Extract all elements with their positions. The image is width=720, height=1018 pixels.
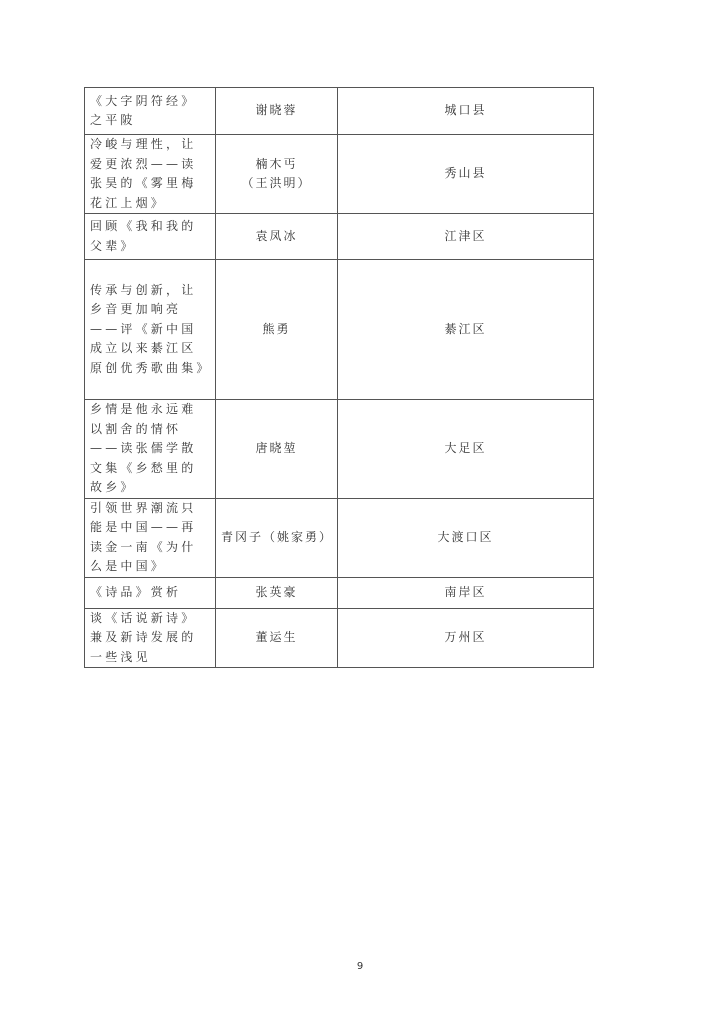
author-cell bbox=[216, 577, 338, 608]
work-title-cell: 谈《话说新诗》兼及新诗发展的一些浅见 bbox=[85, 608, 216, 668]
table-row bbox=[85, 400, 594, 499]
page-number: 9 bbox=[356, 961, 364, 972]
author-cell bbox=[216, 88, 338, 135]
region-cell: 城口县 bbox=[338, 88, 594, 135]
author-name: 谢晓蓉 bbox=[255, 103, 298, 118]
author-cell bbox=[216, 260, 338, 400]
work-title-cell: 乡情是他永远难以割舍的情怀——读张儒学散文集《乡愁里的故乡》 bbox=[85, 400, 216, 499]
work-title-cell: 冷峻与理性，让爱更浓烈——读张昊的《雾里梅花江上烟》 bbox=[85, 135, 216, 214]
author-cell bbox=[216, 135, 338, 214]
region-cell: 秀山县 bbox=[338, 135, 594, 214]
work-title-cell: 回顾《我和我的父辈》 bbox=[85, 214, 216, 260]
table-row bbox=[85, 577, 594, 608]
author-cell bbox=[216, 498, 338, 577]
author-name: 袁凤冰 bbox=[255, 228, 298, 243]
works-table bbox=[84, 87, 594, 668]
author-name: 青冈子（姚家勇） bbox=[221, 529, 334, 544]
author-name: 楠木丐 bbox=[255, 156, 298, 171]
table-row bbox=[85, 498, 594, 577]
work-title-cell: 《诗品》赏析 bbox=[85, 577, 216, 608]
region-cell: 万州区 bbox=[338, 608, 594, 668]
work-title-cell: 《大字阴符经》之平陂 bbox=[85, 88, 216, 135]
author-name: 张英豪 bbox=[255, 584, 298, 599]
table-row bbox=[85, 88, 594, 135]
author-cell bbox=[216, 608, 338, 668]
work-title-cell: 传承与创新，让乡音更加响亮——评《新中国成立以来綦江区原创优秀歌曲集》 bbox=[85, 260, 216, 400]
author-name: 董运生 bbox=[255, 630, 298, 644]
author-name: （王洪明） bbox=[241, 176, 312, 190]
author-cell bbox=[216, 214, 338, 260]
region-cell: 綦江区 bbox=[338, 260, 594, 400]
author-name: 熊勇 bbox=[262, 321, 291, 336]
region-cell: 南岸区 bbox=[338, 577, 594, 608]
region-cell: 江津区 bbox=[338, 214, 594, 260]
table-row bbox=[85, 214, 594, 260]
region-cell: 大渡口区 bbox=[338, 498, 594, 577]
table-row bbox=[85, 608, 594, 668]
author-cell bbox=[216, 400, 338, 499]
author-name: 唐晓堃 bbox=[255, 441, 298, 455]
table-row bbox=[85, 135, 594, 214]
work-title-cell: 引领世界潮流只能是中国——再读金一南《为什么是中国》 bbox=[85, 498, 216, 577]
region-cell: 大足区 bbox=[338, 400, 594, 499]
table-row bbox=[85, 260, 594, 400]
